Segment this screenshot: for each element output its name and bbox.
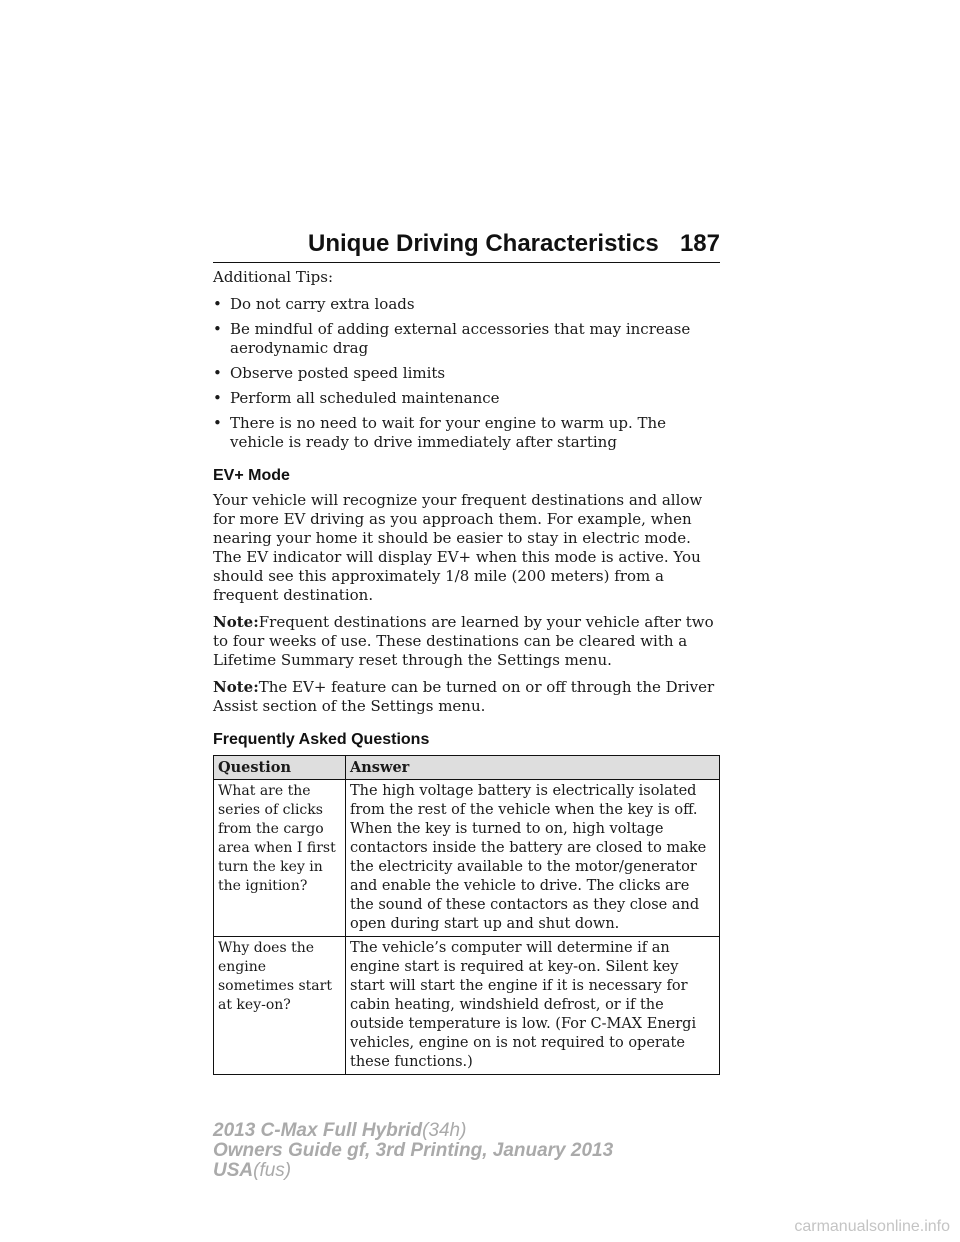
- answer-cell: The high voltage battery is electrically isolated from the rest of the vehicle when the key is off. When the key is turned to on, high voltage contactors inside the battery are closed to make the electricity available to the motor/generator and enable the vehicle to drive. The clicks are the sound of these contactors as they close and open during start up and shut down.: [346, 780, 720, 937]
- bullet-icon: •: [213, 320, 222, 338]
- table-header-row: [214, 756, 720, 780]
- column-header-question: Question: [214, 756, 346, 780]
- list-item: • Observe posted speed limits: [213, 364, 446, 382]
- bullet-icon: •: [213, 389, 222, 407]
- note-paragraph: [213, 613, 720, 670]
- note-label: Note:: [213, 678, 259, 696]
- column-header-answer: Answer: [346, 756, 720, 780]
- watermark: carmanualsonline.info: [794, 1218, 950, 1235]
- tips-intro: Additional Tips:: [213, 268, 334, 286]
- list-item: • Perform all scheduled maintenance: [213, 389, 500, 407]
- list-item: • There is no need to wait for your engine to warm up. The vehicle is ready to drive immediately after starting: [213, 414, 667, 451]
- document-footer: [213, 1121, 613, 1181]
- footer-line-model: 2013 C-Max Full Hybrid(34h): [213, 1120, 467, 1141]
- ev-mode-paragraph: Your vehicle will recognize your frequent destinations and allow for more EV driving as you approach them. For example, when nearing your home it should be easier to stay in electric mode. The EV indicator will display EV+ when this mode is active. You should see this approximately 1/8 mile (200 meters) from a frequent destination.: [213, 491, 703, 604]
- question-cell: What are the series of clicks from the cargo area when I first turn the key in the ignition?: [214, 780, 346, 937]
- page-number: 187: [679, 230, 720, 257]
- page-header: [213, 226, 720, 263]
- note-label: Note:: [213, 613, 259, 631]
- question-cell: Why does the engine sometimes start at key-on?: [214, 937, 346, 1075]
- note-text: The EV+ feature can be turned on or off through the Driver Assist section of the Settings menu.: [213, 678, 715, 715]
- note-text: Frequent destinations are learned by your vehicle after two to four weeks of use. These destinations can be cleared with a Lifetime Summary reset through the Settings menu.: [213, 613, 714, 669]
- bullet-icon: •: [213, 414, 222, 432]
- note-paragraph: [213, 678, 720, 716]
- table-row: [214, 937, 720, 1075]
- faq-table: [213, 755, 720, 1075]
- footer-line-region: USA(fus): [213, 1160, 292, 1181]
- table-row: [214, 780, 720, 937]
- footer-line-printing: Owners Guide gf, 3rd Printing, January 2013: [213, 1140, 614, 1161]
- bullet-icon: •: [213, 364, 222, 382]
- bullet-icon: •: [213, 295, 222, 313]
- section-title: Unique Driving Characteristics: [308, 230, 659, 257]
- page-content: [213, 268, 720, 1075]
- list-item: • Be mindful of adding external accessories that may increase aerodynamic drag: [213, 320, 691, 357]
- tips-list: [213, 295, 720, 452]
- list-item: • Do not carry extra loads: [213, 295, 415, 313]
- answer-cell: The vehicle’s computer will determine if an engine start is required at key-on. Silent key start will start the engine if it is necessary for cabin heating, windshield defrost, or if the outside temperature is low. (For C-MAX Energi vehicles, engine on is not required to operate these functions.): [346, 937, 720, 1075]
- faq-heading: Frequently Asked Questions: [213, 731, 430, 748]
- ev-mode-heading: EV+ Mode: [213, 467, 290, 484]
